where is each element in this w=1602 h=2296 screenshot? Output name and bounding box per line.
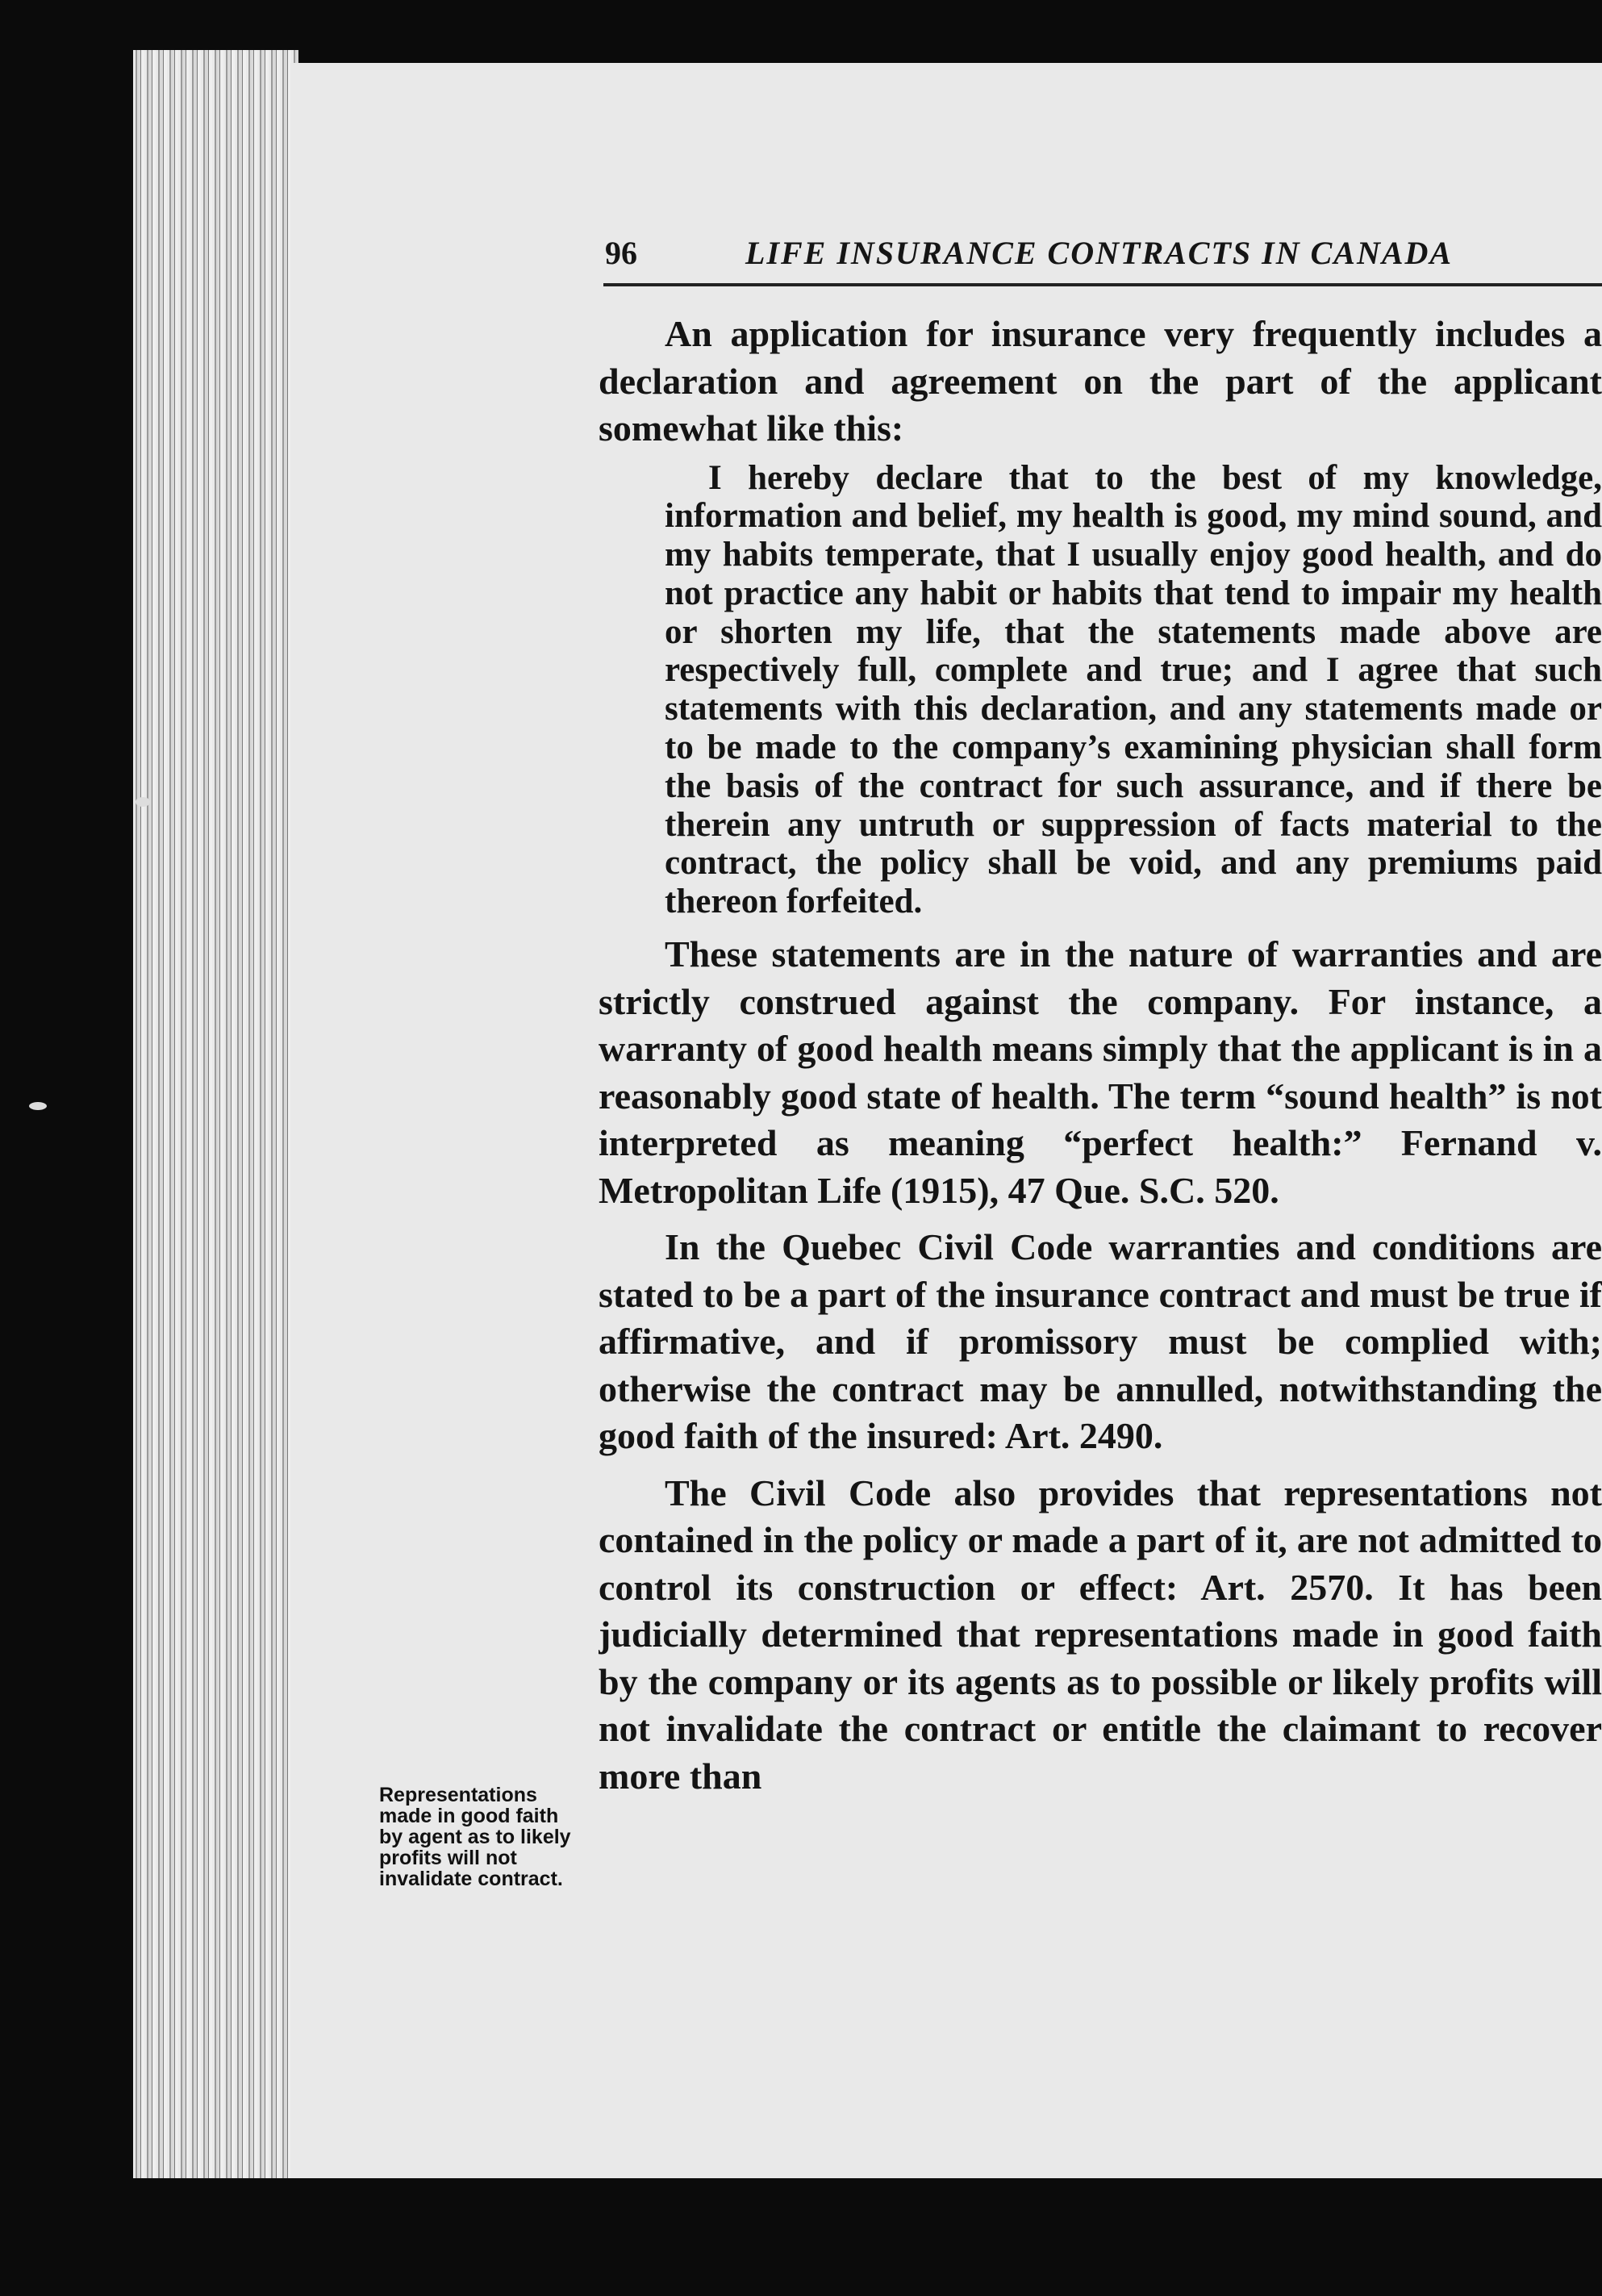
header-rule xyxy=(603,283,1602,286)
running-head xyxy=(605,234,1602,282)
civil-code-paragraph: The Civil Code also provides that representations not contained in the policy or made a part of it, are not admitted to control its construction or effect: Art. 2570. It has been judicially determined that representations made in good faith by the company or its agents as to possible or likely profits will not invalidate the contract or entitle the claimant to recover more than xyxy=(599,1472,1602,1797)
intro-paragraph: An application for insurance very frequently includes a declaration and agreement on the part of the applicant somewhat like this: xyxy=(599,313,1602,449)
body-text xyxy=(599,311,1602,1800)
page-edges xyxy=(133,50,298,2196)
running-title: LIFE INSURANCE CONTRACTS IN CANADA xyxy=(745,235,1454,271)
scan-speck xyxy=(29,1102,47,1110)
margin-note: Representations made in good faith by agent as to likely profits will not invalidate contract. xyxy=(379,1784,571,1890)
declaration-quote: I hereby declare that to the best of my knowledge, information and belief, my health is good, my mind sound, and my habits temperate, that I usually enjoy good health, and do not practice any habit or habits that tend to impair my health or shorten my life, that the statements made above are respectively full, complete and true; and I agree that such statements with this declaration, and any statements made or to be made to the company’s examining physician shall form the basis of the contract for such assurance, and if there be therein any untruth or suppression of facts material to the contract, the policy shall be void, and any premiums paid thereon forfeited. xyxy=(665,458,1602,921)
bottom-shadow xyxy=(97,2178,1602,2296)
quebec-paragraph: In the Quebec Civil Code warranties and conditions are stated to be a part of the insurance contract and must be true if affirmative, and if promissory must be complied with; otherwise the contract may be annulled, notwithstanding the good faith of the insured: Art. 2490. xyxy=(599,1226,1602,1457)
warranties-paragraph: These statements are in the nature of warranties and are strictly construed against the company. For instance, a warranty of good health means simply that the applicant is in a reasonably good state of health. The term “sound health” is not interpreted as meaning “perfect health:” Fernand v. Metropolitan Life (1915), 47 Que. S.C. 520. xyxy=(599,933,1602,1211)
page-number: 96 xyxy=(605,235,637,271)
scan-speck xyxy=(136,797,150,807)
